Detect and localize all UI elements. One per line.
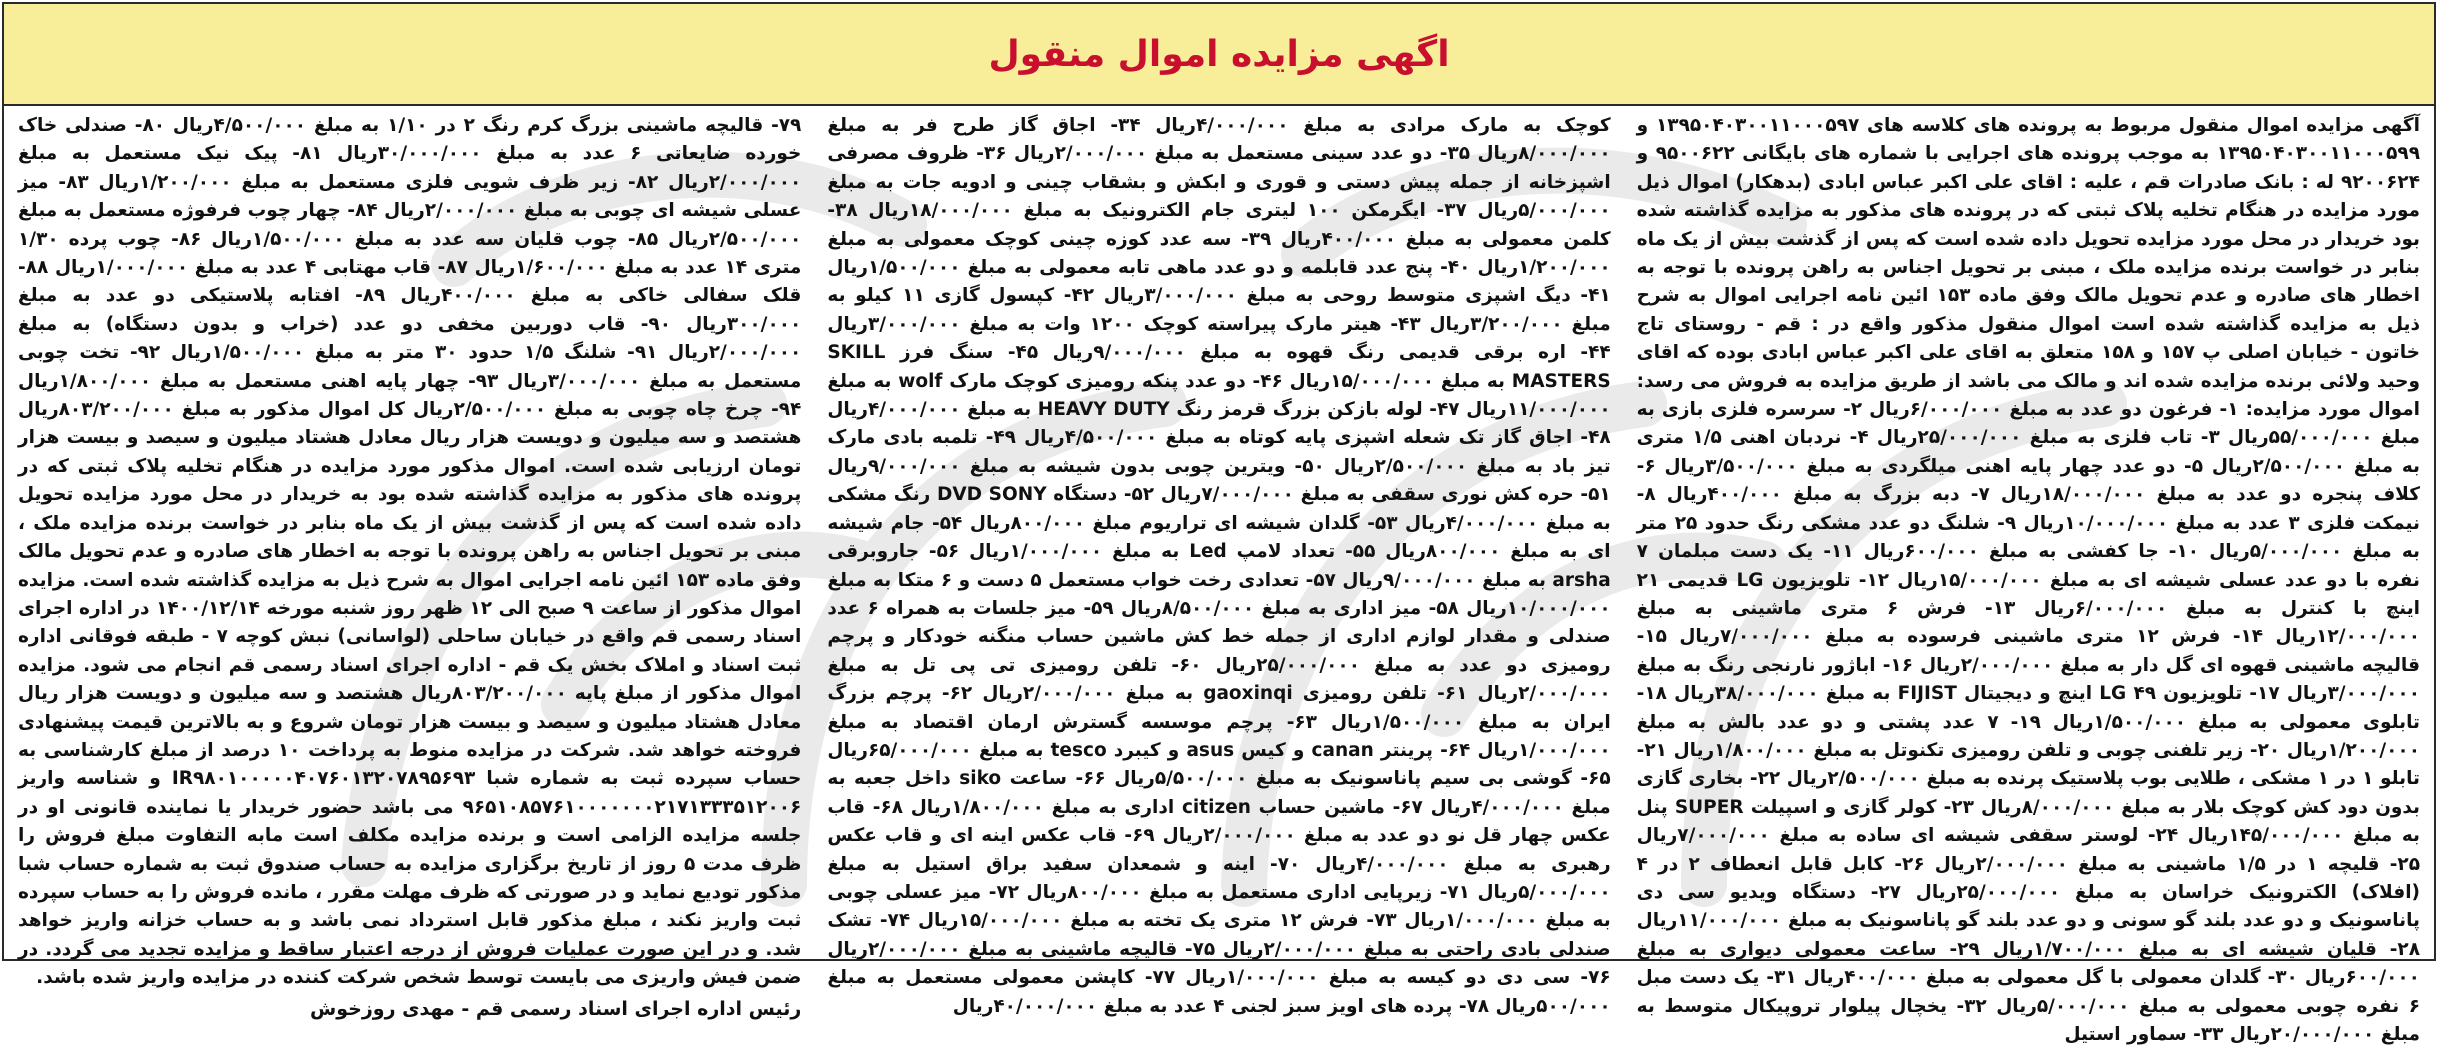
- notice-paragraph: آگهی مزایده اموال منقول مربوط به پرونده های کلاسه های ۱۳۹۵۰۴۰۳۰۰۱۱۰۰۰۵۹۷ و ۱۳۹۵۰۴۰۳۰۰۱۱۰۰۰۵۹۹ به موجب پرونده های اجرایی با شماره های بایگانی ۹۵۰۰۶۲۲ و ۹۲۰۰۶۲۴ له : بانک صادرات قم ، علیه : اقای علی اکبر عباس ابادی (بدهکار) اموال ذیل مورد مزایده در هنگام تخلیه پلاک ثبتی که در پرونده های مذکور به مزایده گذاشته شده بود خریدار در محل مورد مزایده تحویل داده شده است که پس از گذشت بیش از یک ماه بنابر در خواست برنده مزایده ملک ، مبنی بر تحویل اجناس به راهن پرونده با توجه به اخطار های صادره و عدم تحویل مالک وفق ماده ۱۵۳ ائین نامه اجرایی اموال به شرح ذیل به مزایده گذاشته شده است اموال منقول مذکور واقع در : قم - روستای تاج خاتون - خیابان اصلی پ ۱۵۷ و ۱۵۸ متعلق به اقای علی اکبر عباس ابادی بوده که اقای وحید ولائی برنده مزایده شده اند و مالک می باشد از طریق مزایده به فروش می رسد: اموال مورد مزایده: ۱- فرغون دو عدد به مبلغ ۶/۰۰۰/۰۰۰ریال ۲- سرسره فلزی بازی به مبلغ ۵۵/۰۰۰/۰۰۰ریال ۳- تاب فلزی به مبلغ ۲۵/۰۰۰/۰۰۰ریال ۴- نردبان اهنی ۱/۵ متری به مبلغ ۲/۵۰۰/۰۰۰ریال ۵- دو عدد چهار پایه اهنی میلگردی به مبلغ ۳/۵۰۰/۰۰۰ریال ۶- کلاف پنجره دو عدد به مبلغ ۱۸/۰۰۰/۰۰۰ریال ۷- دبه بزرگ به مبلغ ۴۰۰/۰۰۰ریال ۸- نیمکت فلزی ۳ عدد به مبلغ ۱۰/۰۰۰/۰۰۰ریال ۹- شلنگ دو عدد مشکی رنگ حدود ۲۵ متر به مبلغ ۵/۰۰۰/۰۰۰ریال ۱۰- جا کفشی به مبلغ ۶۰۰/۰۰۰ریال ۱۱- یک دست مبلمان ۷ نفره با دو عدد عسلی شیشه ای به مبلغ ۱۵/۰۰۰/۰۰۰ریال ۱۲- تلویزیون LG قدیمی ۲۱ اینچ با کنترل به مبلغ ۶/۰۰۰/۰۰۰ریال ۱۳- فرش ۶ متری ماشینی به مبلغ ۱۲/۰۰۰/۰۰۰ریال ۱۴- فرش ۱۲ متری ماشینی فرسوده به مبلغ ۷/۰۰۰/۰۰۰ریال ۱۵- قالیچه ماشینی قهوه ای گل دار به مبلغ ۲/۰۰۰/۰۰۰ریال ۱۶- اباژور نارنجی رنگ به مبلغ ۳/۰۰۰/۰۰۰ریال ۱۷- تلویزیون LG ۴۹ اینچ و دیجیتال FIJIST به مبلغ ۳۸/۰۰۰/۰۰۰ریال ۱۸- تابلوی معمولی به مبلغ ۱/۵۰۰/۰۰۰ریال ۱۹- ۷ عدد پشتی و دو عدد بالش به مبلغ ۱/۲۰۰/۰۰۰ریال ۲۰- زیر تلفنی چوبی و تلفن رومیزی تکنوتل به مبلغ ۱/۸۰۰/۰۰۰ریال ۲۱- تابلو ۱ در ۱ مشکی ، طلایی بوب پلاستیک پرنده به مبلغ ۲/۵۰۰/۰۰۰ریال ۲۲- بخاری گازی بدون دود کش کوچک بلار به مبلغ ۸/۰۰۰/۰۰۰ریال ۲۳- کولر گازی و اسپیلت SUPER پنل به مبلغ ۱۴۵/۰۰۰/۰۰۰ریال ۲۴- لوستر سقفی شیشه ای ساده به مبلغ ۷/۰۰۰/۰۰۰ریال ۲۵- قلیچه ۱ در ۱/۵ ماشینی به مبلغ ۲/۰۰۰/۰۰۰ریال ۲۶- کابل قابل انعطاف ۲ در ۴ (افلاک) الکترونیک خراسان به مبلغ ۲۵/۰۰۰/۰۰۰ریال ۲۷- دستگاه ویدیو سی دی پاناسونیک و دو عدد بلند گو سونی و دو عدد بلند گو پاناسونیک به مبلغ ۱۱/۰۰۰/۰۰۰ریال ۲۸- قلیان شیشه ای به مبلغ ۱/۷۰۰/۰۰۰ریال ۲۹- ساعت معمولی دیواری به مبلغ ۶۰۰/۰۰۰ریال ۳۰- گلدان معمولی با گل معمولی به مبلغ ۴۰۰/۰۰۰ریال ۳۱- یک دست مبل ۶ نفره چوبی معمولی به مبلغ ۵/۰۰۰/۰۰۰ریال ۳۲- یخچال پیلوار تروپیکال متوسط به مبلغ ۲۰/۰۰۰/۰۰۰ریال ۳۳- سماور استیل: [1636, 115, 2421, 1045]
- notice-header: [4, 4, 2434, 106]
- notice-title: اگهی مزایده اموال منقول: [988, 33, 1450, 75]
- notice-paragraph: ۷۹- قالیچه ماشینی بزرگ کرم رنگ ۲ در ۱/۱۰ به مبلغ ۴/۵۰۰/۰۰۰ریال ۸۰- صندلی خاک خورده ضایعاتی ۶ عدد به مبلغ ۳۰/۰۰۰/۰۰۰ریال ۸۱- پیک نیک مستعمل به مبلغ ۲/۰۰۰/۰۰۰ریال ۸۲- زیر ظرف شویی فلزی مستعمل به مبلغ ۱/۲۰۰/۰۰۰ریال ۸۳- میز عسلی شیشه ای چوبی به مبلغ ۲/۰۰۰/۰۰۰ریال ۸۴- چهار چوب فرفوژه مستعمل به مبلغ ۲/۵۰۰/۰۰۰ریال ۸۵- چوب قلیان سه عدد به مبلغ ۱/۵۰۰/۰۰۰ریال ۸۶- چوب پرده ۱/۳۰ متری ۱۴ عدد به مبلغ ۱/۶۰۰/۰۰۰ریال ۸۷- قاب مهتابی ۴ عدد به مبلغ ۱/۰۰۰/۰۰۰ریال ۸۸- قلک سفالی خاکی به مبلغ ۴۰۰/۰۰۰ریال ۸۹- افتابه پلاستیکی دو عدد به مبلغ ۳۰۰/۰۰۰ریال ۹۰- قاب دوربین مخفی دو عدد (خراب و بدون دستگاه) به مبلغ ۲/۰۰۰/۰۰۰ریال ۹۱- شلنگ ۱/۵ حدود ۳۰ متر به مبلغ ۱/۵۰۰/۰۰۰ریال ۹۲- تخت چوبی مستعمل به مبلغ ۳/۰۰۰/۰۰۰ریال ۹۳- چهار پایه اهنی مستعمل به مبلغ ۱/۸۰۰/۰۰۰ریال ۹۴- چرخ چاه چوبی به مبلغ ۲/۵۰۰/۰۰۰ریال کل اموال مذکور به مبلغ ۸۰۳/۲۰۰/۰۰۰ریال هشتصد و سه میلیون و دویست هزار ریال معادل هشتاد میلیون و سیصد و بیست هزار تومان ارزیابی شده است. اموال مذکور مورد مزایده در هنگام تخلیه پلاک ثبتی که در پرونده های مذکور به مزایده گذاشته شده بود به خریدار در محل مورد مزایده تحویل داده شده است که پس از گذشت بیش از یک ماه بنابر در خواست برنده مزایده ملک ، مبنی بر تحویل اجناس به راهن پرونده با توجه به اخطار های صادره و عدم تحویل مالک وفق ماده ۱۵۳ ائین نامه اجرایی اموال به شرح ذیل به مزایده گذاشته شده است. مزایده اموال مذکور از ساعت ۹ صبح الی ۱۲ ظهر روز شنبه مورخه ۱۴۰۰/۱۲/۱۴ در اداره اجرای اسناد رسمی قم واقع در خیابان ساحلی (لواسانی) نبش کوچه ۷ - طبقه فوقانی اداره ثبت اسناد و املاک بخش یک قم - اداره اجرای اسناد رسمی قم انجام می شود. مزایده اموال مذکور از مبلغ پایه ۸۰۳/۲۰۰/۰۰۰ریال هشتصد و سه میلیون و دویست هزار ریال معادل هشتاد میلیون و سیصد و بیست هزار تومان شروع و به بالاترین قیمت پیشنهادی فروخته خواهد شد. شرکت در مزایده منوط به پرداخت ۱۰ درصد از مبلغ کارشناسی به حساب سپرده ثبت به شماره شبا IR۹۸۰۱۰۰۰۰۰۴۰۷۶۰۱۳۲۰۷۸۹۵۶۹۳ و شناسه واریز ۹۶۵۱۰۸۵۷۶۱۰۰۰۰۰۰۰۲۱۷۱۳۳۳۵۱۲۰۰۶ می باشد حضور خریدار یا نماینده قانونی او در جلسه مزایده الزامی است و برنده مزایده مکلف است مابه التفاوت مبلغ فروش را ظرف مدت ۵ روز از تاریخ برگزاری مزایده به حساب صندوق ثبت به شماره حساب شبا مذکور تودیع نماید و در صورتی که ظرف مهلت مقرر ، مانده فروش را به حساب سپرده ثبت واریز نکند ، مبلغ مذکور قابل استرداد نمی باشد و به حساب خزانه واریز خواهد شد. و در این صورت عملیات فروش از درجه اعتبار ساقط و مزایده تجدید می گردد. در ضمن فیش واریزی می بایست توسط شخص شرکت کننده در مزایده واریز شده باشد.: [18, 115, 802, 989]
- notice-frame: [2, 2, 2436, 1045]
- notice-column-left: [18, 112, 802, 1020]
- notice-column-middle: [827, 112, 1611, 1017]
- notice-columns: [18, 112, 2421, 1045]
- notice-paragraph: کوچک به مارک مرادی به مبلغ ۴/۰۰۰/۰۰۰ریال ۳۴- اجاق گاز طرح فر به مبلغ ۸/۰۰۰/۰۰۰ریال ۳۵- دو عدد سینی مستعمل به مبلغ ۲/۰۰۰/۰۰۰ریال ۳۶- ظروف مصرفی اشپزخانه از جمله پیش دستی و قوری و ابکش و بشقاب چینی و ادویه جات به مبلغ ۵/۰۰۰/۰۰۰ریال ۳۷- ایگرمکن ۱۰۰ لیتری جام الکترونیک به مبلغ ۱۸/۰۰۰/۰۰۰ریال ۳۸- کلمن معمولی به مبلغ ۴۰۰/۰۰۰ریال ۳۹- سه عدد کوزه چینی کوچک معمولی به مبلغ ۱/۲۰۰/۰۰۰ریال ۴۰- پنج عدد قابلمه و دو عدد ماهی تابه معمولی به مبلغ ۱/۵۰۰/۰۰۰ریال ۴۱- دیگ اشپزی متوسط روحی به مبلغ ۳/۰۰۰/۰۰۰ریال ۴۲- کپسول گازی ۱۱ کیلو به مبلغ ۳/۲۰۰/۰۰۰ریال ۴۳- هیتر مارک پیراسته کوچک ۱۲۰۰ وات به مبلغ ۳/۰۰۰/۰۰۰ریال ۴۴- اره برقی قدیمی رنگ قهوه به مبلغ ۹/۰۰۰/۰۰۰ریال ۴۵- سنگ فرز SKILL MASTERS به مبلغ ۱۵/۰۰۰/۰۰۰ریال ۴۶- دو عدد پنکه رومیزی کوچک مارک wolf به مبلغ ۱۱/۰۰۰/۰۰۰ریال ۴۷- لوله بازکن بزرگ قرمز رنگ HEAVY DUTY به مبلغ ۴/۰۰۰/۰۰۰ریال ۴۸- اجاق گاز تک شعله اشپزی پایه کوتاه به مبلغ ۴/۵۰۰/۰۰۰ریال ۴۹- تلمبه بادی مارک تیز باد به مبلغ ۲/۵۰۰/۰۰۰ریال ۵۰- ویترین چوبی بدون شیشه به مبلغ ۹/۰۰۰/۰۰۰ریال ۵۱- حره کش نوری سقفی به مبلغ ۷/۰۰۰/۰۰۰ریال ۵۲- دستگاه DVD SONY رنگ مشکی به مبلغ ۴/۰۰۰/۰۰۰ریال ۵۳- گلدان شیشه ای تراریوم مبلغ ۸۰۰/۰۰۰ریال ۵۴- جام شیشه ای به مبلغ ۸۰۰/۰۰۰ریال ۵۵- تعداد لامپ Led به مبلغ ۱/۰۰۰/۰۰۰ریال ۵۶- جاروبرقی arsha به مبلغ ۹/۰۰۰/۰۰۰ریال ۵۷- تعدادی رخت خواب مستعمل ۵ دست و ۶ متکا به مبلغ ۱۰/۰۰۰/۰۰۰ریال ۵۸- میز اداری به مبلغ ۸/۵۰۰/۰۰۰ریال ۵۹- میز جلسات به همراه ۶ عدد صندلی و مقدار لوازم اداری از جمله خط کش ماشین حساب منگنه خودکار و پرچم رومیزی دو عدد به مبلغ ۲۵/۰۰۰/۰۰۰ریال ۶۰- تلفن رومیزی تی پی تل به مبلغ ۲/۰۰۰/۰۰۰ریال ۶۱- تلفن رومیزی gaoxinqi به مبلغ ۲/۰۰۰/۰۰۰ریال ۶۲- پرچم بزرگ ایران به مبلغ ۱/۵۰۰/۰۰۰ریال ۶۳- پرچم موسسه گسترش ارمان اقتصاد به مبلغ ۱/۰۰۰/۰۰۰ریال ۶۴- پرینتر canan و کیس asus و کیبرد tesco به مبلغ ۶۵/۰۰۰/۰۰۰ریال ۶۵- گوشی بی سیم پاناسونیک به مبلغ ۵/۵۰۰/۰۰۰ریال ۶۶- ساعت siko داخل جعبه به مبلغ ۴/۰۰۰/۰۰۰ریال ۶۷- ماشین حساب citizen اداری به مبلغ ۱/۸۰۰/۰۰۰ریال ۶۸- قاب عکس چهار قل نو دو عدد به مبلغ ۲/۰۰۰/۰۰۰ریال ۶۹- قاب عکس اینه ای و قاب عکس رهبری به مبلغ ۴/۰۰۰/۰۰۰ریال ۷۰- اینه و شمعدان سفید براق استیل به مبلغ ۵/۰۰۰/۰۰۰ریال ۷۱- زیرپایی اداری مستعمل به مبلغ ۸۰۰/۰۰۰ریال ۷۲- میز عسلی چوبی به مبلغ ۱/۰۰۰/۰۰۰ریال ۷۳- فرش ۱۲ متری یک تخته به مبلغ ۱۵/۰۰۰/۰۰۰ریال ۷۴- تشک صندلی بادی راحتی به مبلغ ۲/۰۰۰/۰۰۰ریال ۷۵- قالیچه ماشینی به مبلغ ۲/۰۰۰/۰۰۰ریال ۷۶- سی دی دو کیسه به مبلغ ۱/۰۰۰/۰۰۰ریال ۷۷- کاپشن معمولی مستعمل به مبلغ ۵۰۰/۰۰۰ریال ۷۸- پرده های اویز سبز لجنی ۴ عدد به مبلغ ۴۰/۰۰۰/۰۰۰ریال: [827, 115, 1611, 1017]
- signature-line: رئیس اداره اجرای اسناد رسمی قم - مهدی روزخوش: [310, 997, 802, 1020]
- notice-column-right: [1636, 112, 2421, 1045]
